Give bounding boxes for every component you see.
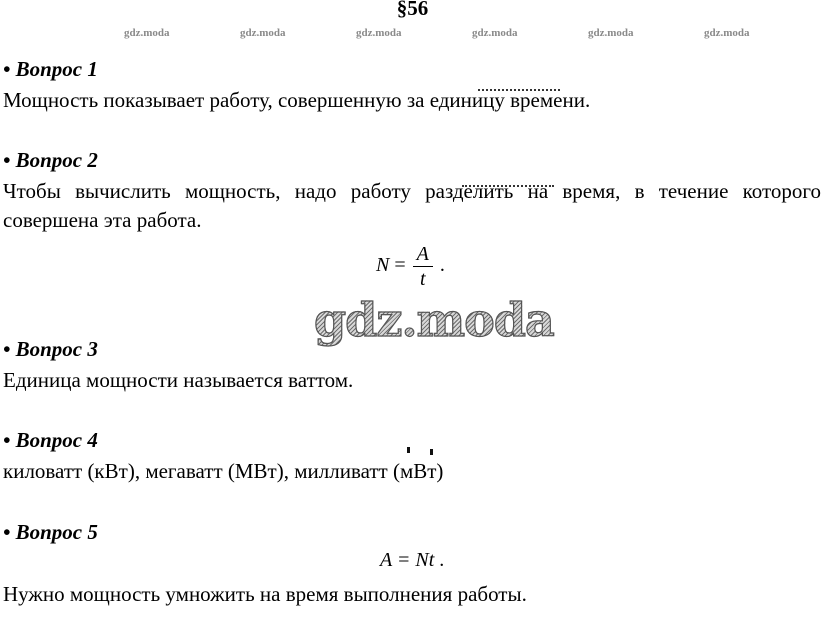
answer-text: Чтобы вычислить мощность, надо работу разделить на время, в течение которого совершена эта работа. [3,179,821,232]
ink-dot [430,449,433,455]
answer-text: Нужно мощность умножить на время выполнения работы. [3,582,527,606]
formula-period: . [439,254,445,277]
watermark-logo: gdz.moda [314,293,554,347]
scribble-mark [478,89,560,91]
watermark-text: gdz.moda [240,27,286,39]
ink-dot [407,447,410,453]
formula-numerator: A [413,242,433,267]
question-heading: • Вопрос 4 [3,428,98,452]
question-heading: • Вопрос 5 [3,520,98,544]
formula-period: . [439,549,445,571]
watermark-text: gdz.moda [472,27,518,39]
answer-text: киловатт (кВт), мегаватт (МВт), милливатт (мВт) [3,459,444,483]
formula-equals: = [394,254,406,277]
watermark-text: gdz.moda [356,27,402,39]
watermark-text: gdz.moda [704,27,750,39]
question-heading: • Вопрос 1 [3,57,98,81]
question-heading: • Вопрос 2 [3,148,98,172]
formula-fraction [413,242,433,291]
formula-power [376,242,445,291]
answer-text: Единица мощности называется ваттом. [3,368,354,392]
watermark-text: gdz.moda [588,27,634,39]
answer-text: Мощность показывает работу, совершенную за единицу времени. [3,88,591,112]
section-title: §56 [396,0,429,20]
formula-denominator: t [419,268,426,290]
question-heading: • Вопрос 3 [3,337,98,361]
formula-lhs: N [376,254,390,277]
scribble-mark [462,185,554,187]
formula-work [380,549,444,572]
watermark-text: gdz.moda [124,27,170,39]
formula-work-expression: A = Nt [380,549,435,571]
